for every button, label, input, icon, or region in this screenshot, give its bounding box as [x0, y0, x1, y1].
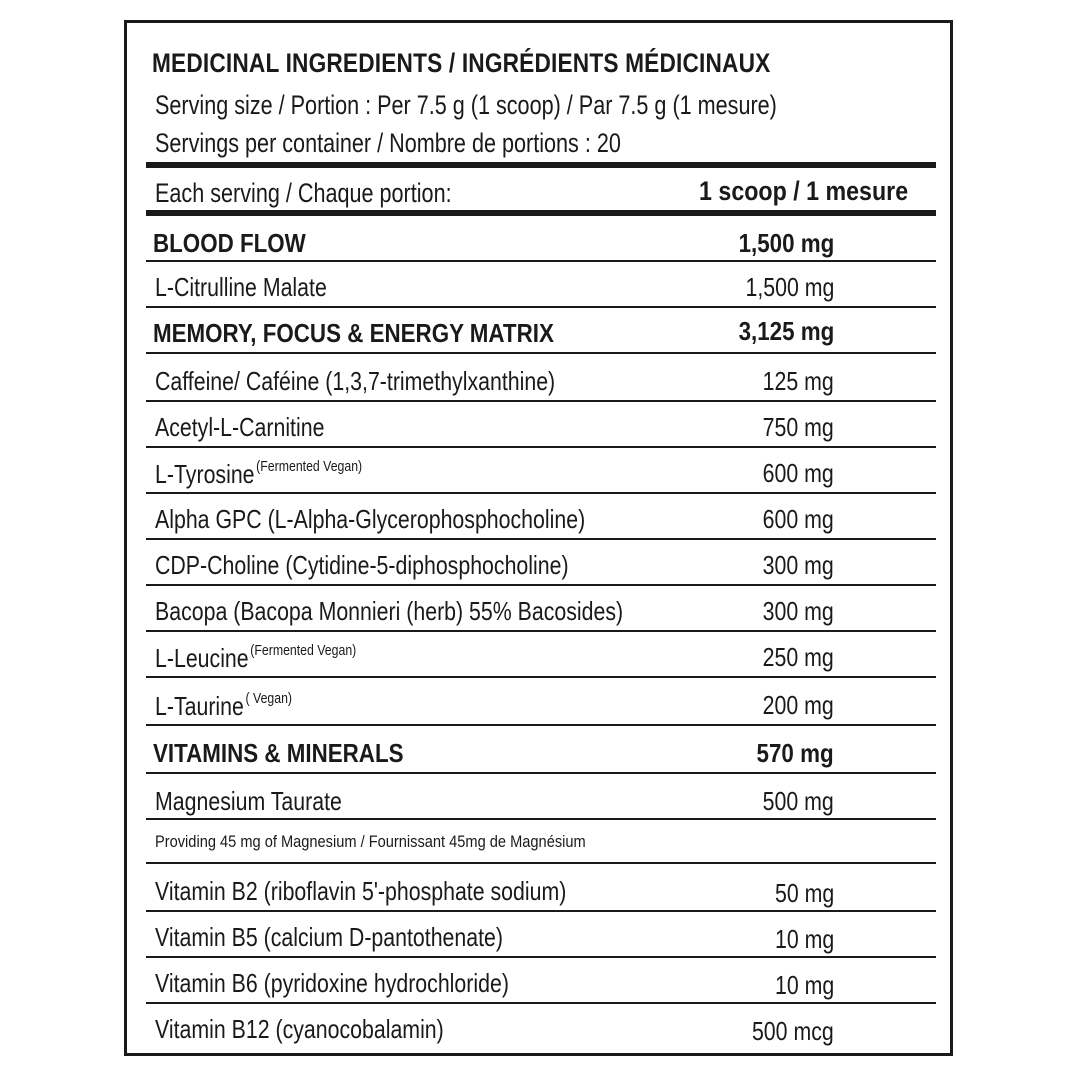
ingredient-name-text: L-Leucine	[155, 643, 249, 673]
section-heading: VITAMINS & MINERALS	[153, 738, 404, 768]
ingredient-note: (Fermented Vegan)	[256, 458, 363, 475]
row-divider	[146, 862, 936, 864]
section-amount: 3,125 mg	[738, 316, 834, 346]
ingredient-amount: 600 mg	[762, 458, 834, 488]
section-amount: 570 mg	[756, 738, 834, 768]
ingredient-amount: 10 mg	[774, 970, 834, 1000]
ingredient-name: Magnesium Taurate	[155, 786, 342, 816]
ingredient-name: Vitamin B2 (riboflavin 5'-phosphate sodium)	[155, 876, 567, 906]
ingredient-name-text: L-Tyrosine	[155, 459, 255, 489]
row-divider	[146, 400, 936, 402]
ingredient-name: Alpha GPC (L-Alpha-Glycerophosphocholine)	[155, 504, 586, 534]
servings-per-container: Servings per container / Nombre de portions : 20	[155, 128, 621, 158]
row-divider	[146, 492, 936, 494]
row-divider	[146, 630, 936, 632]
each-serving-label: Each serving / Chaque portion:	[155, 178, 452, 208]
ingredient-amount: 500 mcg	[752, 1016, 834, 1046]
ingredient-note: ( Vegan)	[245, 690, 293, 707]
ingredient-amount: 600 mg	[762, 504, 834, 534]
section-amount: 1,500 mg	[738, 228, 834, 258]
ingredient-name: Bacopa (Bacopa Monnieri (herb) 55% Bacosides)	[155, 596, 624, 626]
ingredient-name: Vitamin B6 (pyridoxine hydrochloride)	[155, 968, 509, 998]
row-divider	[146, 260, 936, 262]
ingredient-name: Vitamin B5 (calcium D-pantothenate)	[155, 922, 504, 952]
ingredient-name	[155, 642, 356, 674]
magnesium-note: Providing 45 mg of Magnesium / Fournissant 45mg de Magnésium	[155, 832, 586, 851]
ingredient-amount: 1,500 mg	[745, 272, 834, 302]
row-divider	[146, 772, 936, 774]
divider-thick	[146, 210, 936, 216]
ingredient-name: CDP-Choline (Cytidine-5-diphosphocholine)	[155, 550, 569, 580]
ingredient-amount: 200 mg	[762, 690, 834, 720]
ingredient-name: Acetyl-L-Carnitine	[155, 412, 325, 442]
section-heading: MEMORY, FOCUS & ENERGY MATRIX	[153, 318, 554, 348]
row-divider	[146, 538, 936, 540]
ingredient-amount: 750 mg	[762, 412, 834, 442]
row-divider	[146, 676, 936, 678]
each-serving-value: 1 scoop / 1 mesure	[698, 176, 908, 206]
ingredient-amount: 10 mg	[774, 924, 834, 954]
row-divider	[146, 818, 936, 820]
ingredient-name	[155, 690, 292, 722]
ingredient-amount: 125 mg	[762, 366, 834, 396]
divider-thick	[146, 162, 936, 168]
row-divider	[146, 910, 936, 912]
ingredient-amount: 300 mg	[762, 596, 834, 626]
row-divider	[146, 956, 936, 958]
ingredient-amount: 250 mg	[762, 642, 834, 672]
ingredient-name: Vitamin B12 (cyanocobalamin)	[155, 1014, 444, 1044]
row-divider	[146, 352, 936, 354]
section-heading: BLOOD FLOW	[153, 228, 306, 258]
row-divider	[146, 724, 936, 726]
row-divider	[146, 584, 936, 586]
serving-size: Serving size / Portion : Per 7.5 g (1 scoop) / Par 7.5 g (1 mesure)	[155, 90, 777, 120]
row-divider	[146, 446, 936, 448]
panel-title: MEDICINAL INGREDIENTS / INGRÉDIENTS MÉDICINAUX	[152, 48, 771, 78]
ingredient-amount: 500 mg	[762, 786, 834, 816]
ingredient-name	[155, 458, 362, 490]
ingredient-note: (Fermented Vegan)	[250, 642, 357, 659]
ingredient-name: L-Citrulline Malate	[155, 272, 327, 302]
row-divider	[146, 306, 936, 308]
ingredient-name: Caffeine/ Caféine (1,3,7-trimethylxanthine)	[155, 366, 556, 396]
ingredient-amount: 300 mg	[762, 550, 834, 580]
ingredient-amount: 50 mg	[774, 878, 834, 908]
row-divider	[146, 1002, 936, 1004]
ingredient-name-text: L-Taurine	[155, 691, 244, 721]
